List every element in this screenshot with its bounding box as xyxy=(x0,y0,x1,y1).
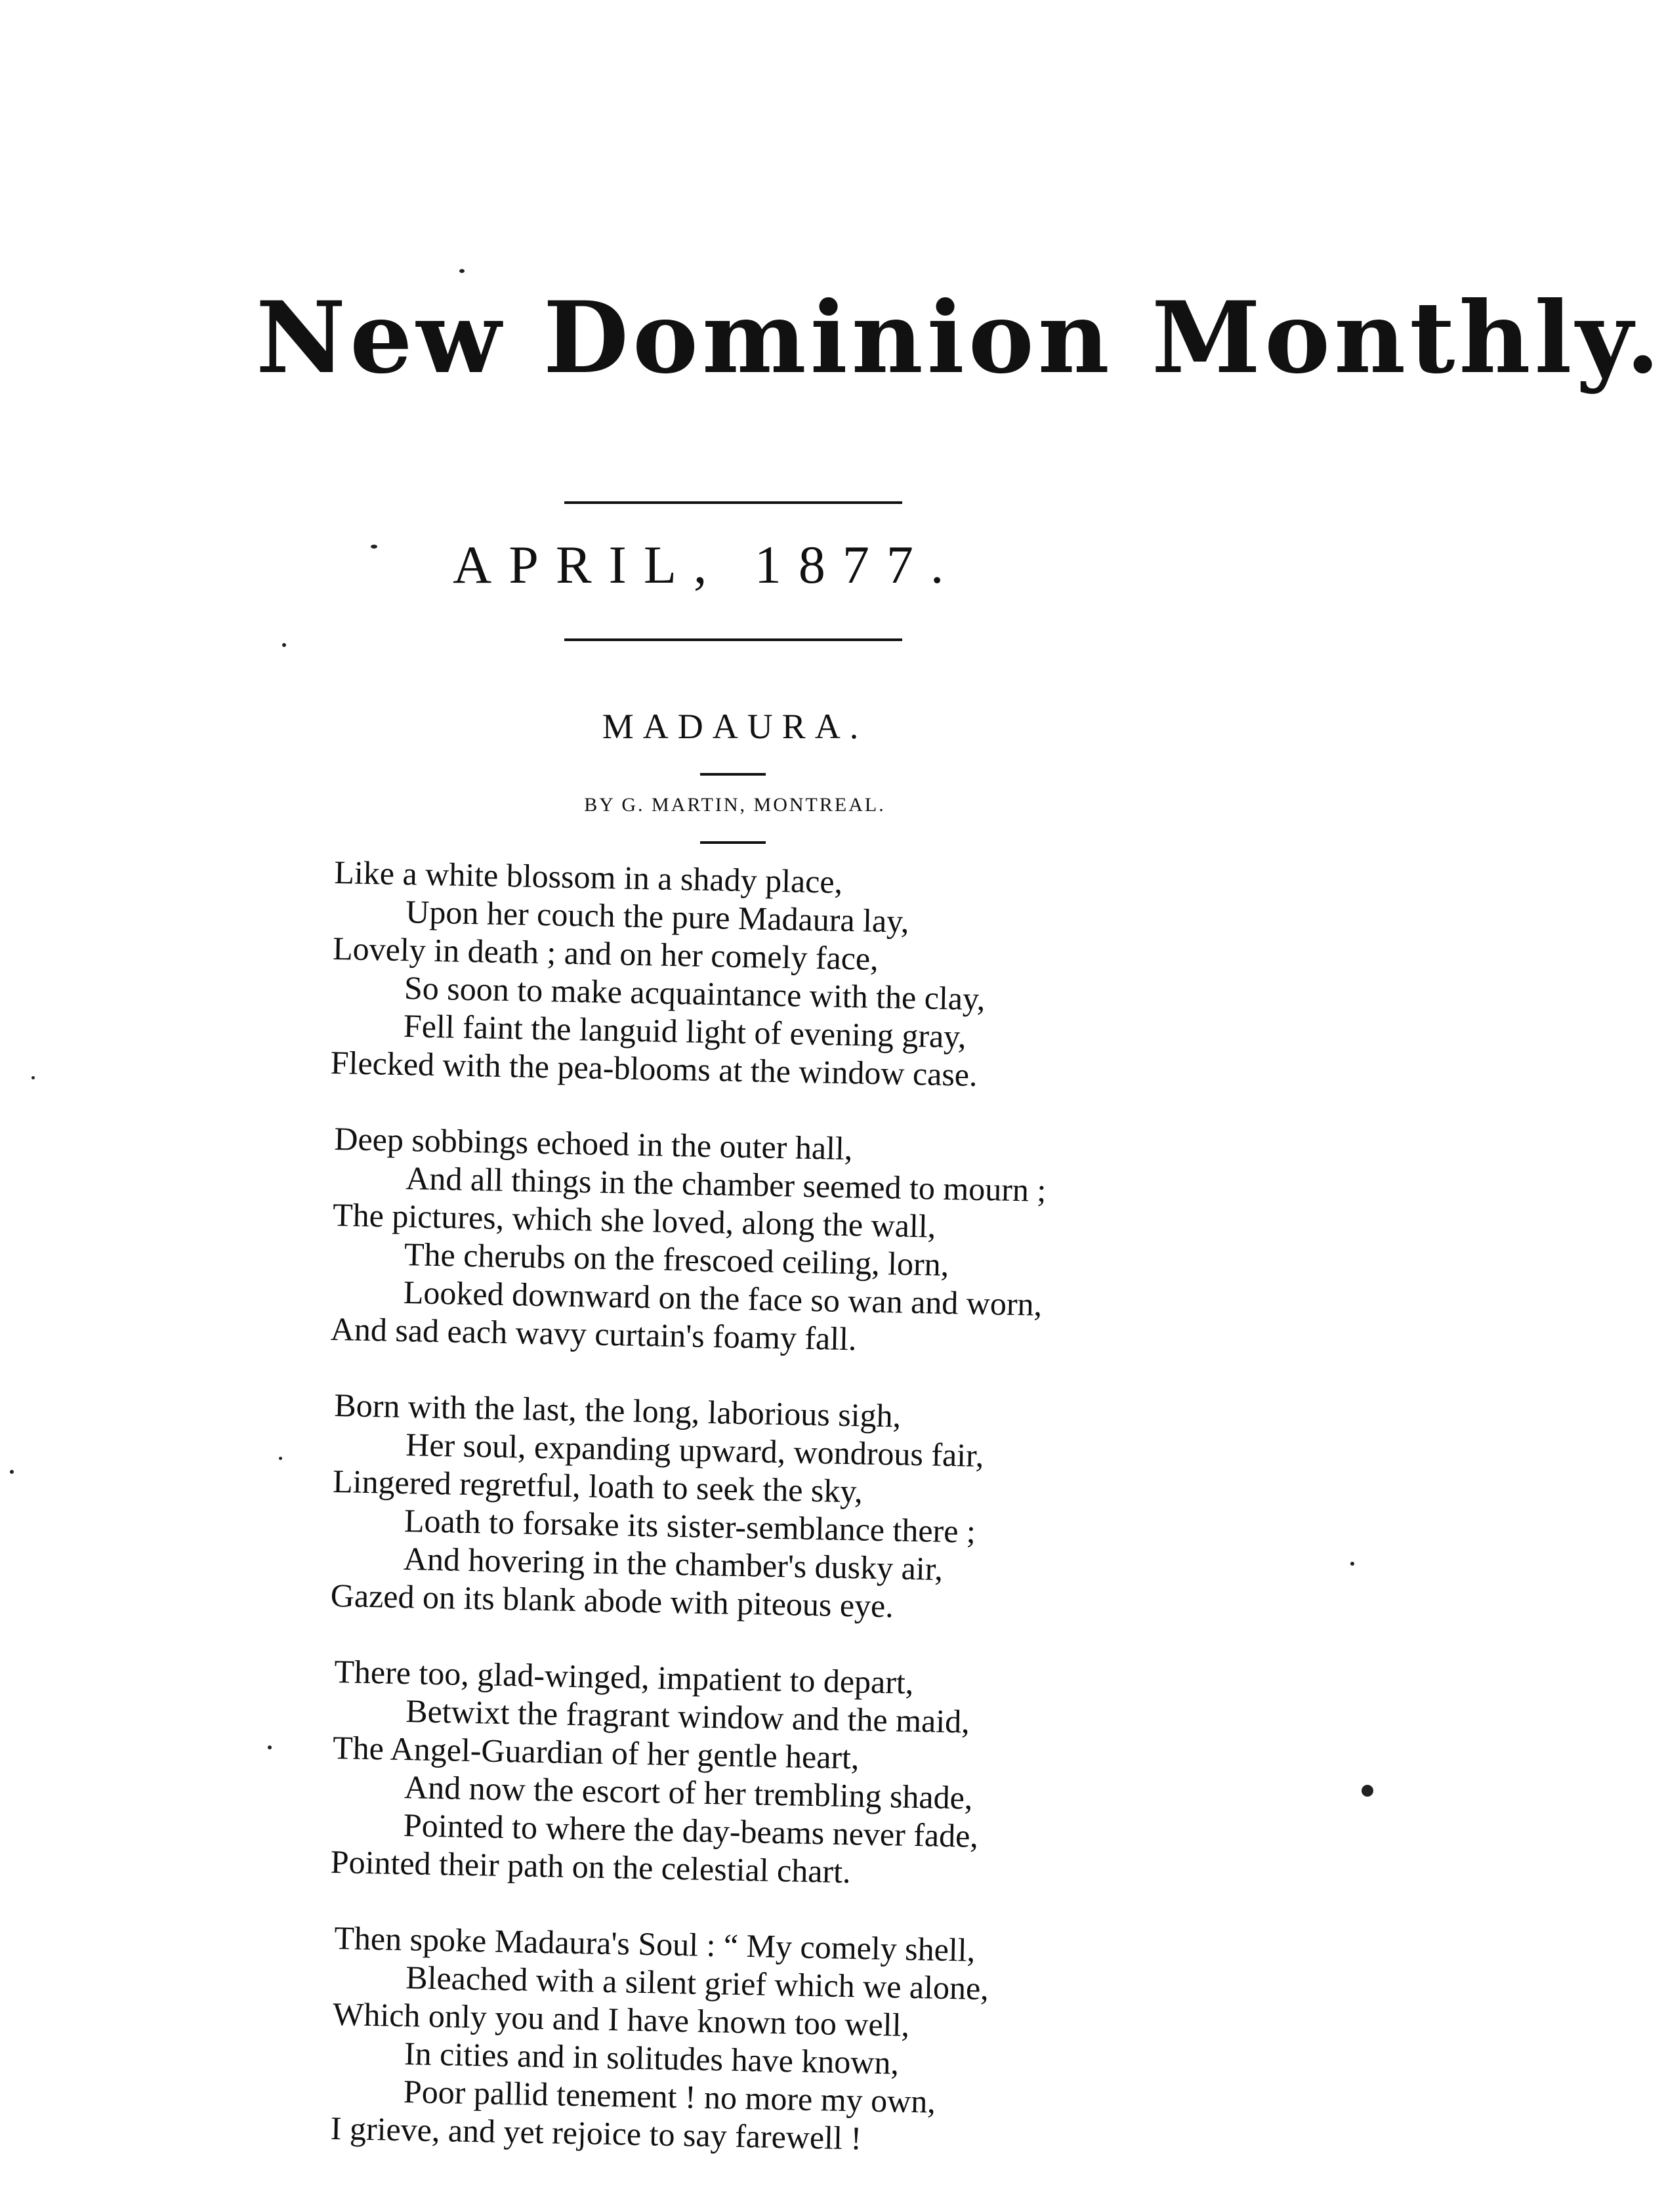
poem-line: Bleached with a silent grief which we alone, xyxy=(405,1959,989,2007)
poem-line: Pointed their path on the celestial chart. xyxy=(330,1843,852,1890)
poem-line: Poor pallid tenement ! no more my own, xyxy=(403,2073,936,2120)
poem-title: MADAURA. xyxy=(602,707,868,746)
ink-speck xyxy=(268,1745,272,1749)
ink-speck xyxy=(371,545,377,549)
masthead-title: New Dominion Monthly. xyxy=(256,280,1664,396)
poem-line: The Angel-Guardian of her gentle heart, xyxy=(332,1728,860,1776)
poem-line: So soon to make acquaintance with the clay, xyxy=(404,969,986,1018)
poem-line: Lovely in death ; and on her comely face, xyxy=(332,929,879,977)
ink-speck xyxy=(282,643,286,647)
poem-line: Pointed to where the day-beams never fade, xyxy=(403,1806,979,1854)
poem-line: And sad each wavy curtain's foamy fall. xyxy=(330,1310,858,1358)
poem-line: I grieve, and yet rejoice to say farewell ! xyxy=(330,2109,862,2157)
poem-line: Betwixt the fragrant window and the maid, xyxy=(405,1692,970,1740)
poem-stanza xyxy=(330,1119,1285,1366)
poem-line: In cities and in solitudes have known, xyxy=(404,2035,900,2081)
poem-line: Loath to forsake its sister-semblance there ; xyxy=(404,1502,976,1550)
poem-line: Which only you and I have known too well, xyxy=(332,1995,910,2043)
ink-speck xyxy=(1362,1785,1373,1797)
poem-line: Then spoke Madaura's Soul : “ My comely shell, xyxy=(333,1919,976,1969)
poem-line: And hovering in the chamber's dusky air, xyxy=(403,1540,944,1587)
poem-line: The pictures, which she loved, along the wall, xyxy=(332,1196,936,1245)
divider-rule xyxy=(564,638,902,641)
poem-line: The cherubs on the frescoed ceiling, lorn, xyxy=(404,1236,949,1283)
issue-date: APRIL, 1877. xyxy=(453,535,961,595)
poem-line: Deep sobbings echoed in the outer hall, xyxy=(333,1119,853,1167)
poem-line: Fell faint the languid light of evening gray, xyxy=(403,1007,967,1055)
poem-line: There too, glad-winged, impatient to depart, xyxy=(333,1652,914,1701)
poem-line: Gazed on its blank abode with piteous eye. xyxy=(330,1576,894,1625)
ink-speck xyxy=(1350,1562,1354,1566)
poem-body xyxy=(330,853,1286,2185)
ink-speck xyxy=(10,1470,14,1474)
divider-rule xyxy=(700,773,766,776)
poem-line: And now the escort of her trembling shade, xyxy=(404,1768,973,1816)
poem-byline: BY G. MARTIN, MONTREAL. xyxy=(584,794,886,816)
poem-stanza xyxy=(330,1652,1285,1899)
poem-line: Looked downward on the face so wan and worn, xyxy=(403,1274,1043,1323)
poem-line: Her soul, expanding upward, wondrous fair, xyxy=(405,1426,984,1474)
poem-line: Like a white blossom in a shady place, xyxy=(333,853,843,900)
ink-speck xyxy=(459,269,465,273)
ink-speck xyxy=(31,1076,35,1079)
poem-stanza xyxy=(330,1919,1285,2165)
divider-rule xyxy=(564,501,902,504)
poem-line: Born with the last, the long, laborious sigh, xyxy=(333,1386,902,1434)
poem-line: Flecked with the pea-blooms at the window case. xyxy=(330,1043,978,1093)
poem-line: And all things in the chamber seemed to mourn ; xyxy=(405,1159,1047,1209)
poem-stanza xyxy=(330,1386,1285,1633)
ink-speck xyxy=(279,1457,282,1460)
divider-rule xyxy=(700,841,766,844)
poem-line: Upon her couch the pure Madaura lay, xyxy=(405,893,910,940)
poem-line: Lingered regretful, loath to seek the sky, xyxy=(332,1462,863,1510)
poem-stanza xyxy=(330,853,1285,1100)
